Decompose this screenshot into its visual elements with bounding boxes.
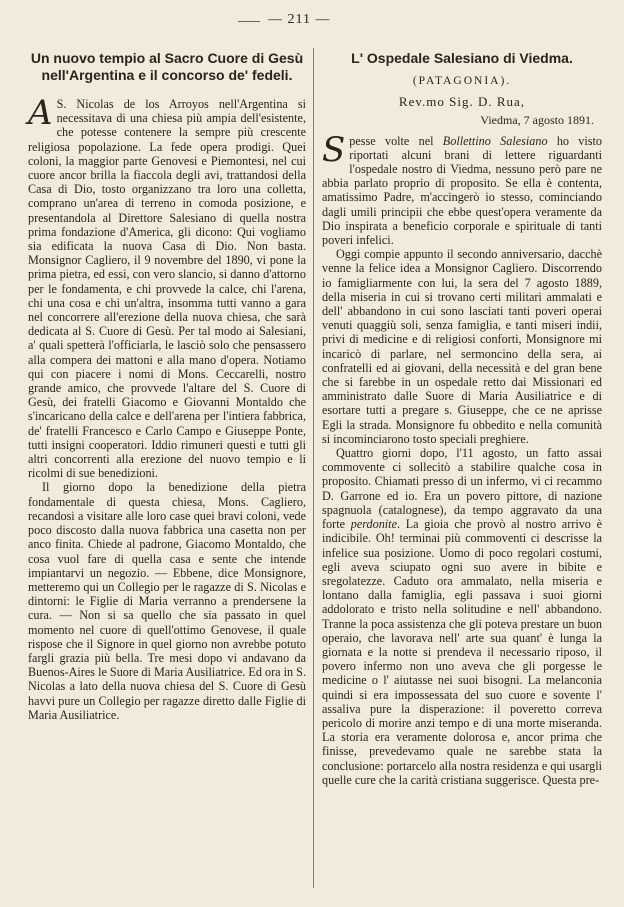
right-paragraph-2: Oggi compie appunto il secondo anniversario, dacchè venne la felice idea a Monsignor Cagliero. Discorrendo io famigliarmente con lui, la sera del 7 agosto 1889, della miseria in cui si trovano certi militari ammalati e dell' abbandono in cui sono lasciati tanti poveri operai venuti quaggiù soli, senza famiglia, e tanti miseri indii, privi di medicine e di religiosi conforti, Monsignore mi incaricò di parlare, nel sermoncino della sera, ai confratelli ed ai giovani, della necessità e del gran bene che si farebbe in un ospedale retto dai Missionari ed amministrato dalle Suore di Maria Ausiliatrice e di esortare tutti a pregare s. Giuseppe, che ce ne aprisse Egli la strada. Monsignore fu obbedito e nella comunità si incominciarono tosto speciali preghiere. [322, 247, 602, 446]
left-article [28, 50, 306, 722]
right-paragraph-3-italic: perdonite [350, 517, 397, 532]
right-paragraph-1 [322, 129, 602, 248]
left-paragraph-1-text: S. Nicolas de los Arroyos nell'Argentina si necessitava di una chiesa più ampia dell'esistente, che potesse contenere la sempre più crescente religiosa popolazione. La fede opera prodigi. Quei coloni, la maggior parte Genovesi e Piemontesi, nel cui cuore ancor brilla la fiaccola degli avi, trattandosi della Casa di Dio, tosto organizzano tra loro una colletta, comprano un'area di terreno in comoda posizione, e presentandola al Direttore Salesiano di quella nostra prima fondazione d'America, gli dicono: Qui vogliamo sia edificata la nuova Casa di Dio. Non basta. Monsignor Cagliero, il 9 novembre del 1890, vi pone la prima pietra, ed essi, con vero slancio, si danno d'attorno per le fondamenta, e chi provvede la calce, chi l'arena, chi una cosa e chi un'altra, insomma tutti vanno a gara nel concorrere all'erezione della nuova chiesa, che sarà dedicata al S. Cuore di Gesù. Per tal modo ai Salesiani, a' quali spetterà l'officiarla, le lasciò solo che pensassero alla compera dei mattoni e alla mano d'opera. Notiamo qui con piacere i nomi di Mons. Ceccarelli, nostro grande amico, che provvede l'altare del S. Cuore di Gesù, dei fratelli Giacomo e Giovanni Montaldo che s'incaricano della calce e dell'arena per l'intiera fabbrica, de' fratelli Francesco e Carlo Campo e Giuseppe Ponte, tutti insigni cooperatori. Iddio rimuneri questi e tutti gli altri concorrenti alla erezione del nuovo tempio e li ricolmi di sue benedizioni. [28, 97, 306, 481]
right-paragraph-3 [322, 446, 602, 787]
right-paragraph-1-italic: Bollettino Salesiano [442, 133, 548, 148]
right-paragraph-1-text-a: pesse volte nel [349, 133, 443, 148]
right-article-subtitle: (PATAGONIA). [412, 75, 512, 87]
left-dropcap: A [28, 93, 53, 133]
right-paragraph-3-text-b: . La gioia che provò al nostro arrivo è indicibile. Oh! terminai più commoventi ci descrisse la infelice sua posizione. Uomo di poco regolari costumi, egli aveva sciupato ogni suo avere in bibite e sregolatezze. Caduto ora ammalato, nella miseria e lontano dalla famiglia, egli passava i suoi giorni addolorato e tristo nella solitudine e nell' abbandono. Tranne la poca assistenza che gli poteva prestare un buon operaio, che lavorava nell' arte sua quant' è lunga la giornata e la notte si prendeva il necessario riposo, il povero infermo non uno aveva che gli porgesse le medicine o l' aiutasse nei suoi bisogni. La melanconia quindi si era impossessata del suo cuore e sovente l' assaliva pure la disperazione: il poveretto correva pericolo di morire anzi tempo e di una morte miseranda. La storia era veramente dolorosa e, ancor prima che finisse, prevedevamo quale ne sarebbe stata la conclusione: portarcelo alla nostra residenza e qui usargli quelle cure che la carità cristiana suggerisce. Questa pre- [322, 517, 602, 787]
letter-salutation: Rev.mo Sig. D. Rua, [398, 94, 526, 110]
right-paragraph-3-text-a: Quattro giorni dopo, l'11 agosto, un fatto assai commovente ci sollecitò a stabilire qualche cosa in proposito. Chiamati presso di un infermo, vi ci recammo D. Garrone ed io. Era un povero pittore, di nazione spagnuola (catalognese), da tempo aggravato da una forte [322, 446, 602, 532]
right-dropcap: S [322, 129, 346, 170]
right-article-title: L' Ospedale Salesiano di Viedma. [351, 50, 573, 66]
letter-dateline: Viedma, 7 agosto 1891. [480, 113, 594, 128]
right-paragraph-1-text-b: ho visto riportati alcuni brani di lettere riguardanti l'ospedale nostro di Viedma, nessuno però pare ne abbia parlato proprio di proposito. Se ella è contenta, amatissimo Padre, m'accingerò io stesso, cominciando dagli umili principii che ebbe quest'opera veramente da Dio inspirata a beneficio corporale e spirituale di tanti poveri infelici. [322, 133, 602, 248]
page-header [0, 10, 624, 34]
header-ornament [238, 21, 260, 24]
left-article-title [28, 50, 306, 84]
left-paragraph-1 [28, 93, 306, 481]
page-number: — 211 — [268, 12, 331, 27]
column-divider [313, 48, 314, 888]
left-title-line-2: nell'Argentina e il concorso de' fedeli. [41, 67, 293, 83]
left-paragraph-2: Il giorno dopo la benedizione della pietra fondamentale di questa chiesa, Mons. Cagliero, recandosi a visitare alle loro case quei bravi coloni, vede poco discosto dalla nuova fabbrica una casetta non per anco finita. Chiede al padrone, Giacomo Montaldo, che cosa vuol fare di quella casa e sente che intende impiantarvi un negozio. — Ebbene, dice Monsignore, metteremo qui un Collegio per le ragazze di S. Nicolas e dintorni: le Figlie di Maria verranno a prendersene la cura. — Non si sa quello che sia passato in quel momento nel cuore di quell'ottimo Genovese, il quale rispose che il Signore in quel giorno non avrebbe potuto fargli grazia più bella. Tre mesi dopo vi andavano da Buenos-Aires le Suore di Maria Ausiliatrice. Ed ora in S. Nicolas a lato della nuova chiesa del S. Cuore di Gesù havvi pure un Collegio per ragazze diretto dalle Figlie di Maria Ausiliatrice. [28, 480, 306, 722]
right-article [322, 50, 602, 787]
left-title-line-1: Un nuovo tempio al Sacro Cuore di Gesù [30, 50, 304, 66]
